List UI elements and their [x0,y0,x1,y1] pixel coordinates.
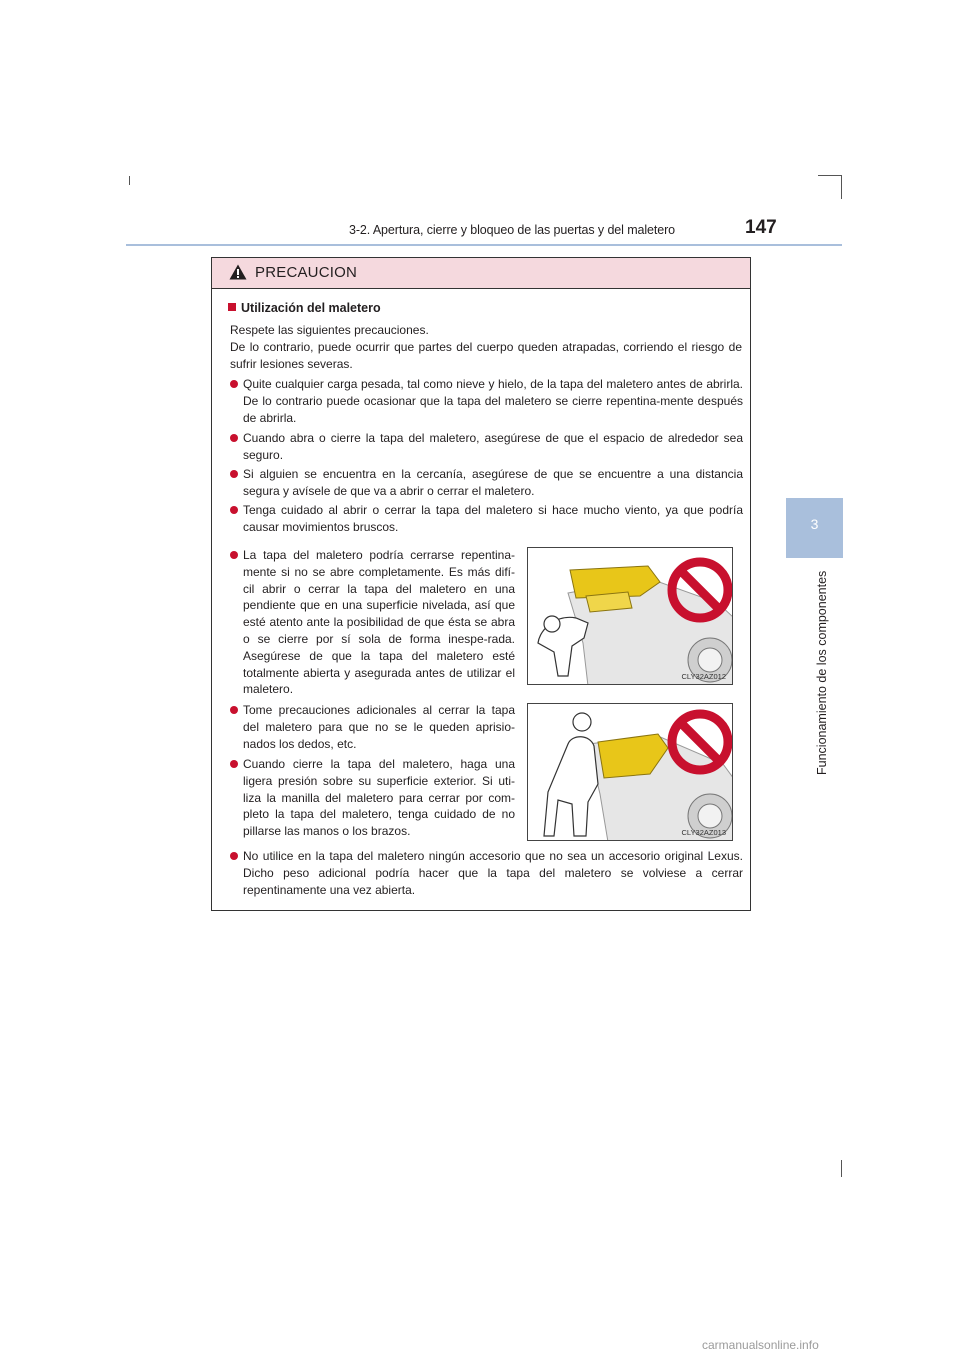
bullet-icon [229,547,243,561]
bullet-icon [229,502,243,516]
bullet-icon [229,376,243,390]
trunk-figure-1 [527,547,733,685]
figure-code: CLY32AZ013 [681,828,726,837]
square-bullet-icon [228,303,236,311]
subheading-text: Utilización del maletero [241,301,381,315]
trunk-illustration [528,548,733,685]
page-number: 147 [745,217,777,238]
watermark: carmanualsonline.info [702,1338,819,1352]
bullet-text: Tome precauciones adicionales al cerrar la tapa del maletero para que no se le queden aprisio-nados los dedos, etc. [243,703,515,751]
crop-mark [841,175,842,199]
bullet-text: La tapa del maletero podría cerrarse repentina-mente si no se abre completamente. Es más difí-cil abrir o cerrar la tapa del maletero en una pendiente que en una superficie nivelada, así que esté atento ante la posibilidad de que ésta se abra o se cierre por sí sola de forma inespe-rada. Asegúrese de que la tapa del maletero esté totalmente abierta y asegurada antes de utilizar el maletero. [243,548,515,697]
trunk-illustration [528,704,733,841]
bullet-text: Cuando cierre la tapa del maletero, haga una ligera presión sobre su superficie exterior. Si uti-liza la manilla del maletero para cerrar por com-pleto la tapa del maletero, tenga cuidado de no pillarse las manos o los brazos. [243,757,515,839]
crop-mark [841,1160,842,1177]
bullet-text: Si alguien se encuentra en la cercanía, asegúrese de que se encuentre a una distancia segura y avísele de que va a abrir o cerrar el maletero. [243,467,743,498]
warning-title: PRECAUCION [255,264,358,281]
bullet-text: No utilice en la tapa del maletero ningún accesorio que no sea un accesorio original Lexus. Dicho peso adicional podría hacer que la tapa del maletero se volviese a cerrar repentinamente una vez abierta. [243,849,743,897]
crop-mark [818,175,842,176]
crop-mark [129,176,130,185]
bullet-icon [229,466,243,480]
header-rule [126,244,842,246]
section-title: 3-2. Apertura, cierre y bloqueo de las puertas y del maletero [349,223,676,237]
trunk-figure-2 [527,703,733,841]
warning-subheading [228,301,381,315]
bullet-icon [229,756,243,770]
bullet-icon [229,848,243,862]
warning-triangle-icon [229,264,247,280]
chapter-number: 3 [810,516,819,532]
chapter-tab [786,498,843,558]
bullet-icon [229,430,243,444]
bullet-text: Quite cualquier carga pesada, tal como nieve y hielo, de la tapa del maletero antes de abrirla. De lo contrario puede ocasionar que la tapa del maletero se cierre repentina-mente después de abrirla. [243,377,743,425]
figure-code: CLY32AZ012 [681,672,726,681]
chapter-title: Funcionamiento de los componentes [815,570,829,775]
bullet-text: Cuando abra o cierre la tapa del maletero, asegúrese de que el espacio de alrededor sea seguro. [243,431,743,462]
intro-line: Respete las siguientes precauciones. [230,323,429,337]
bullet-icon [229,702,243,716]
bullet-text: Tenga cuidado al abrir o cerrar la tapa del maletero si hace mucho viento, ya que podría causar movimientos bruscos. [243,503,743,534]
intro-paragraph: De lo contrario, puede ocurrir que partes del cuerpo queden atrapadas, corriendo el riesgo de sufrir lesiones severas. [230,340,742,371]
warning-header [212,258,750,289]
